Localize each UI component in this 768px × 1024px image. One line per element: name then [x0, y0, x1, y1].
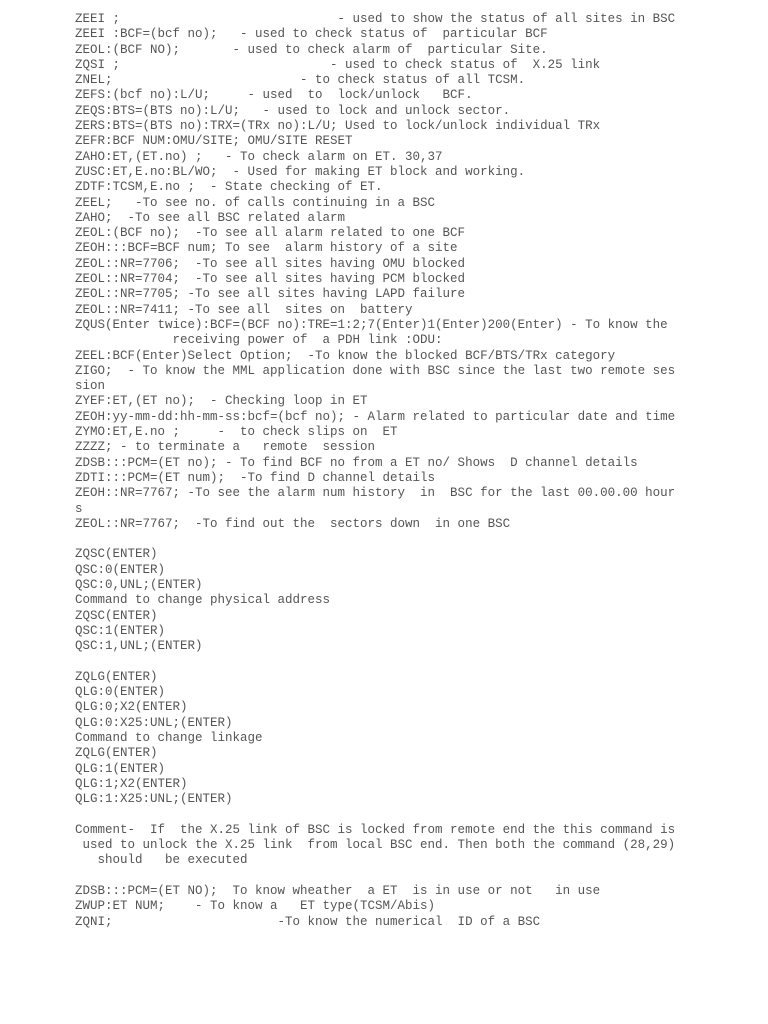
text-line: s	[75, 501, 83, 516]
text-line: ZEFS:(bcf no):L/U; - used to lock/unlock BCF.	[75, 88, 473, 103]
text-line: QSC:0,UNL;(ENTER)	[75, 577, 203, 592]
text-line: ZEOL::NR=7411; -To see all sites on battery	[75, 302, 413, 317]
text-line: ZEEI :BCF=(bcf no); - used to check status of particular BCF	[75, 27, 548, 42]
text-line: ZEQS:BTS=(BTS no):L/U; - used to lock and unlock sector.	[75, 103, 511, 118]
text-line: ZDSB:::PCM=(ET NO); To know wheather a ET is in use or not in use	[75, 883, 601, 898]
text-line: ZAHO:ET,(ET.no) ; - To check alarm on ET. 30,37	[75, 149, 443, 164]
blank-line	[75, 532, 758, 547]
text-line: ZYEF:ET,(ET no); - Checking loop in ET	[75, 394, 368, 409]
text-line: Comment- If the X.25 link of BSC is locked from remote end the this command is	[75, 822, 676, 837]
text-line: QSC:1(ENTER)	[75, 623, 166, 638]
text-line: QLG:1(ENTER)	[75, 761, 166, 776]
text-line: receiving power of a PDH link :ODU:	[75, 333, 443, 348]
text-line: Command to change physical address	[75, 593, 331, 608]
text-line: ZERS:BTS=(BTS no):TRX=(TRx no):L/U; Used to lock/unlock individual TRx	[75, 119, 601, 134]
text-line: QLG:1;X2(ENTER)	[75, 776, 188, 791]
text-line: Command to change linkage	[75, 730, 263, 745]
text-line: ZQSC(ENTER)	[75, 608, 158, 623]
text-line: ZWUP:ET NUM; - To know a ET type(TCSM/Abis)	[75, 899, 436, 914]
text-line: sion	[75, 379, 106, 394]
text-line: ZEOL::NR=7705; -To see all sites having LAPD failure	[75, 287, 466, 302]
text-line: ZEEL; -To see no. of calls continuing in a BSC	[75, 195, 436, 210]
text-line: ZEOL::NR=7706; -To see all sites having OMU blocked	[75, 256, 466, 271]
text-line: QLG:1:X25:UNL;(ENTER)	[75, 792, 233, 807]
text-line: ZIGO; - To know the MML application done with BSC since the last two remote ses	[75, 363, 676, 378]
text-line: QSC:0(ENTER)	[75, 562, 166, 577]
text-line: ZDTI:::PCM=(ET num); -To find D channel details	[75, 470, 436, 485]
text-line: ZQSC(ENTER)	[75, 547, 158, 562]
text-line: ZEOL:(BCF NO); - used to check alarm of particular Site.	[75, 42, 548, 57]
text-line: ZQLG(ENTER)	[75, 746, 158, 761]
text-line: ZQNI; -To know the numerical ID of a BSC	[75, 914, 541, 929]
text-line: should be executed	[75, 853, 248, 868]
text-line: ZUSC:ET,E.no:BL/WO; - Used for making ET block and working.	[75, 164, 526, 179]
text-line: ZAHO; -To see all BSC related alarm	[75, 210, 346, 225]
text-line: ZEOH:yy-mm-dd:hh-mm-ss:bcf=(bcf no); - Alarm related to particular date and time	[75, 409, 676, 424]
text-line: ZEEI ; - used to show the status of all sites in BSC	[75, 12, 676, 26]
text-line: QLG:0;X2(ENTER)	[75, 700, 188, 715]
text-line: ZEOL::NR=7704; -To see all sites having PCM blocked	[75, 272, 466, 287]
text-line: QLG:0:X25:UNL;(ENTER)	[75, 715, 233, 730]
text-line: ZYMO:ET,E.no ; - to check slips on ET	[75, 425, 398, 440]
blank-line	[75, 807, 758, 822]
text-line: QLG:0(ENTER)	[75, 685, 166, 700]
text-line: ZEFR:BCF NUM:OMU/SITE; OMU/SITE RESET	[75, 134, 353, 149]
text-line: ZDSB:::PCM=(ET no); - To find BCF no from a ET no/ Shows D channel details	[75, 455, 638, 470]
text-line: ZEOL::NR=7767; -To find out the sectors down in one BSC	[75, 516, 511, 531]
text-line: ZEEL:BCF(Enter)Select Option; -To know the blocked BCF/BTS/TRx category	[75, 348, 616, 363]
blank-line	[75, 654, 758, 669]
text-line: ZEOL:(BCF no); -To see all alarm related to one BCF	[75, 226, 466, 241]
text-line: ZQSI ; - used to check status of X.25 link	[75, 57, 601, 72]
text-line: ZEOH::NR=7767; -To see the alarm num history in BSC for the last 00.00.00 hour	[75, 486, 676, 501]
text-line: ZNEL; - to check status of all TCSM.	[75, 73, 526, 88]
text-line: ZQUS(Enter twice):BCF=(BCF no):TRE=1:2;7(Enter)1(Enter)200(Enter) - To know the	[75, 317, 668, 332]
text-line: QSC:1,UNL;(ENTER)	[75, 639, 203, 654]
text-line: ZDTF:TCSM,E.no ; - State checking of ET.	[75, 180, 383, 195]
text-line: ZEOH:::BCF=BCF num; To see alarm history of a site	[75, 241, 458, 256]
blank-line	[75, 869, 758, 884]
text-line: ZQLG(ENTER)	[75, 669, 158, 684]
text-line: ZZZZ; - to terminate a remote session	[75, 440, 376, 455]
text-line: used to unlock the X.25 link from local BSC end. Then both the command (28,29)	[75, 838, 676, 853]
